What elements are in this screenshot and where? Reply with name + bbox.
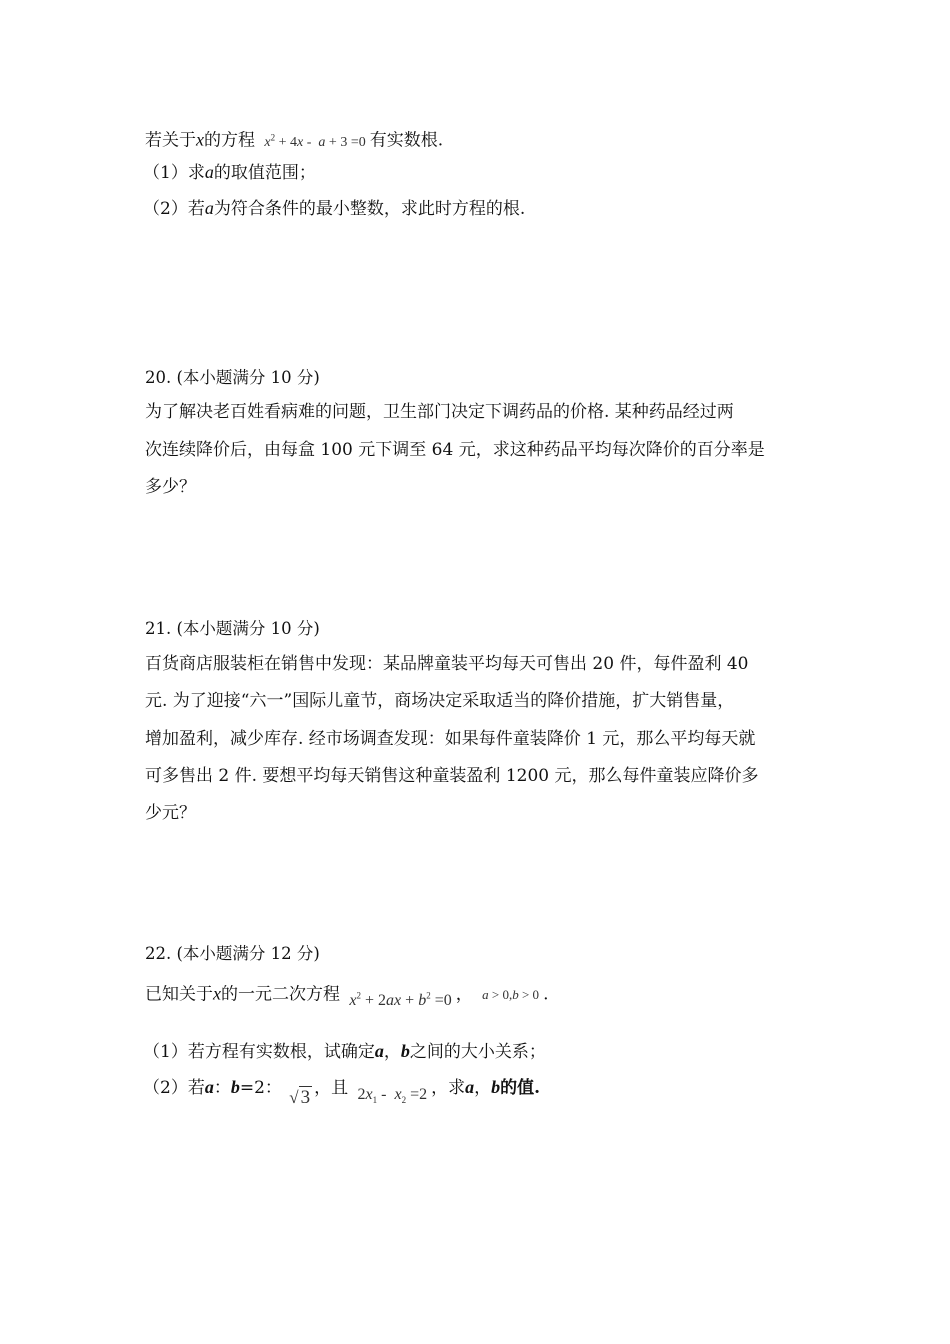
p22-intro — [145, 979, 549, 1010]
p21-heading: 21. (本小题满分 10 分) — [145, 619, 320, 638]
sqrt-3: √ 3 — [289, 1087, 311, 1108]
p22-heading: 22. (本小题满分 12 分) — [145, 944, 320, 963]
variable-a: a — [465, 1077, 475, 1097]
condition-22: a > 0,b > 0 — [482, 987, 540, 1003]
text: 的值. — [500, 1078, 541, 1098]
text: 的一元二次方程 — [221, 984, 340, 1005]
p22-question-2 — [143, 1076, 541, 1108]
text: 为符合条件的最小整数，求此时方程的根. — [213, 199, 526, 219]
variable-a: a — [204, 162, 214, 182]
p21-line-4: 可多售出 2 件. 要想平均每天销售这种童装盈利 1200 元，那么每件童装应降价多 — [145, 766, 759, 786]
equation-22-roots: $2x_1 - x_2 =2$ — [357, 1086, 428, 1106]
p19-question-1 — [143, 161, 316, 184]
variable-b: b — [230, 1077, 240, 1097]
variable-x: x — [213, 983, 221, 1004]
variable-b: b — [400, 1041, 410, 1061]
text: ， — [455, 984, 473, 1005]
text: （1）求 — [143, 163, 205, 183]
p20-line-3: 多少？ — [145, 477, 196, 497]
p19-intro — [145, 126, 443, 154]
p20-line-2: 次连续降价后，由每盒 100 元下调至 64 元，求这种药品平均每次降价的百分率是 — [145, 440, 765, 460]
text: ，且 — [314, 1078, 349, 1098]
text: 若关于 — [145, 130, 196, 151]
p21-line-3: 增加盈利，减少库存. 经市场调查发现：如果每件童装降价 1 元，那么平均每天就 — [145, 729, 756, 749]
equation-22: $x^2 + 2ax + b^2 =0$ — [349, 991, 452, 1010]
p21-line-2: 元. 为了迎接“六一”国际儿童节，商场决定采取适当的降价措施，扩大销售量， — [145, 691, 735, 711]
variable-a: a — [374, 1041, 384, 1061]
p19-question-2 — [143, 197, 525, 220]
p21-line-1: 百货商店服装柜在销售中发现：某品牌童装平均每天可售出 20 件，每件盈利 40 — [145, 654, 749, 674]
text: 已知关于 — [145, 984, 213, 1005]
text: ， — [474, 1078, 492, 1098]
equation-19: $x^2 + 4x - a + 3 =0$ — [264, 132, 366, 150]
text: 的方程 — [204, 130, 255, 151]
text: （1）若方程有实数根，试确定 — [143, 1042, 375, 1062]
text: 之间的大小关系； — [409, 1042, 546, 1062]
text: 的取值范围； — [213, 163, 316, 183]
text: =2： — [239, 1078, 282, 1098]
text: 有实数根. — [369, 130, 444, 151]
p22-question-1 — [143, 1040, 546, 1063]
text: （2）若 — [143, 199, 205, 219]
p21-line-5: 少元？ — [145, 803, 196, 823]
text: （2）若 — [143, 1078, 205, 1098]
text: . — [543, 984, 549, 1005]
p20-heading: 20. (本小题满分 10 分) — [145, 368, 320, 387]
variable-a: a — [204, 198, 214, 218]
variable-a: a — [204, 1077, 214, 1097]
variable-x: x — [196, 129, 204, 150]
text: ， — [383, 1042, 401, 1062]
p20-line-1: 为了解决老百姓看病难的问题，卫生部门决定下调药品的价格. 某种药品经过两 — [145, 402, 734, 422]
text: ，求 — [431, 1078, 466, 1098]
variable-b: b — [491, 1077, 501, 1097]
text: ： — [213, 1078, 231, 1098]
